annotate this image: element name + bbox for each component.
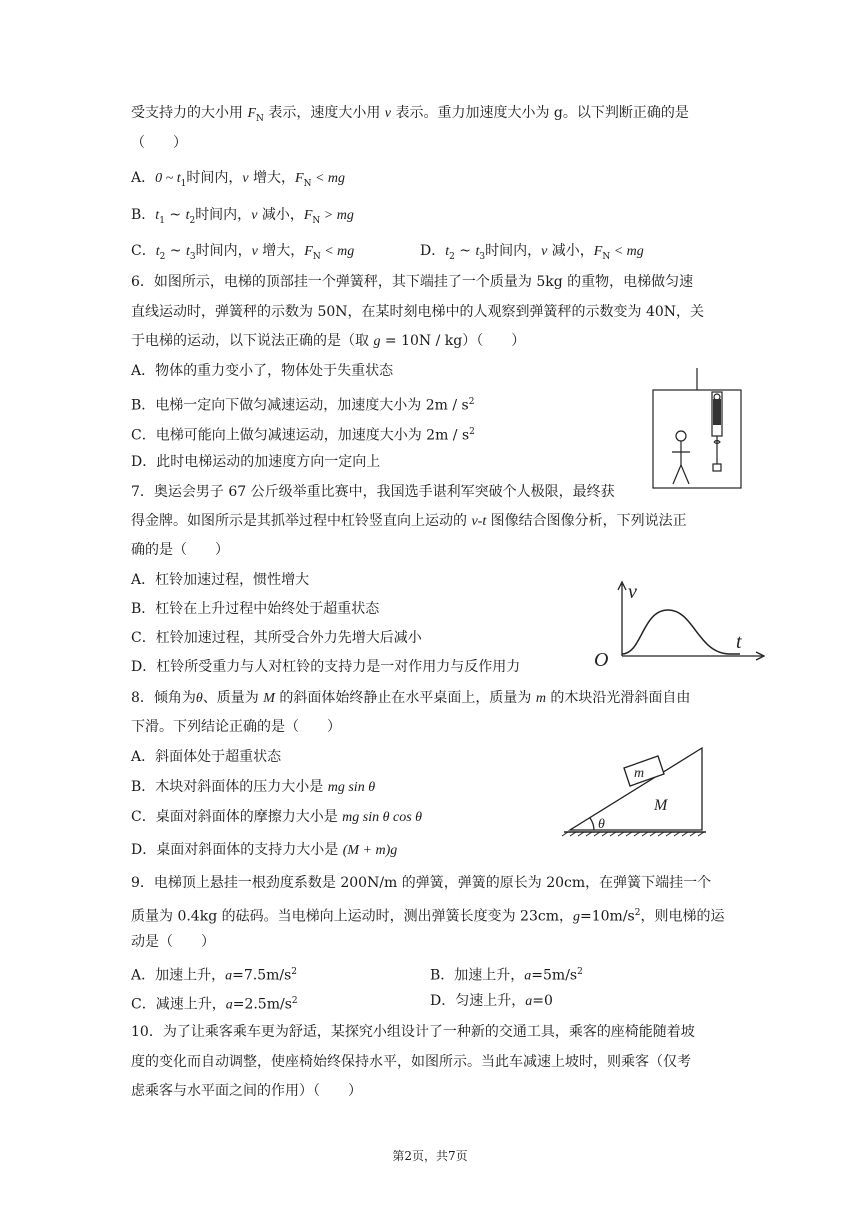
- graph-t-label: t: [736, 631, 742, 653]
- q8-stem-line2: 下滑。下列结论正确的是（ ）: [131, 719, 341, 735]
- q9-stem-line2: 质量为 0.4kg 的砝码。当电梯向上运动时，测出弹簧长度变为 23cm，$g=10m/s^2$，则电梯的运: [131, 908, 725, 925]
- incline-M-label: M: [654, 797, 668, 814]
- q10-stem-line2: 度的变化而自动调整，使座椅始终保持水平，如图所示。当此车减速上坡时，则乘客（仅考: [131, 1054, 691, 1070]
- theta-label: θ: [598, 817, 605, 832]
- q8-option-d[interactable]: D．桌面对斜面体的支持力大小是 (M + m)g: [131, 842, 398, 858]
- q10-stem-line3: 虑乘客与水平面之间的作用）（ ）: [131, 1083, 362, 1099]
- q7-option-a[interactable]: A．杠铃加速过程，惯性增大: [131, 572, 310, 588]
- q7-option-c[interactable]: C．杠铃加速过程，其所受合外力先增大后减小: [131, 630, 422, 646]
- hanging-weight: [713, 464, 721, 471]
- elevator-car: [653, 390, 741, 488]
- q6-option-d[interactable]: D．此时电梯运动的加速度方向一定向上: [131, 454, 381, 470]
- vt-graph: [590, 578, 770, 670]
- q7-option-d[interactable]: D．杠铃所受重力与人对杠铃的支持力是一对作用力与反作用力: [131, 659, 521, 675]
- q7-stem-line2: 得金牌。如图所示是其抓举过程中杠铃竖直向上运动的 v-t 图像结合图像分析，下列说法正: [131, 513, 687, 529]
- q5-option-b[interactable]: B．$t_1$ ~ $t_2$时间内，v 减小，$F_N$ > mg: [131, 207, 354, 226]
- incline-figure: [562, 748, 712, 836]
- q9-stem-line3: 动是（ ）: [131, 934, 215, 950]
- q6-stem-line1: 6．如图所示，电梯的顶部挂一个弹簧秤，其下端挂了一个质量为 5kg 的重物，电梯做匀速: [131, 274, 694, 290]
- incline-block: [570, 748, 702, 830]
- q6-stem-line2: 直线运动时，弹簧秤的示数为 50N，在某时刻电梯中的人观察到弹簧秤的示数变为 40N，关: [131, 304, 705, 320]
- q8-option-a[interactable]: A．斜面体处于超重状态: [131, 749, 282, 765]
- q9-stem-line1: 9．电梯顶上悬挂一根劲度系数是 200N/m 的弹簧，弹簧的原长为 20cm，在弹簧下端挂一个: [131, 875, 712, 891]
- q9-option-c[interactable]: C．减速上升，$a=2.5m/s^2$: [131, 996, 298, 1013]
- q6-option-c[interactable]: C．电梯可能向上做匀减速运动，加速度大小为 $2m / s^2$: [131, 427, 475, 444]
- person-head: [676, 431, 686, 441]
- q9-option-d[interactable]: D．匀速上升，a=0: [430, 993, 553, 1009]
- page-footer: 第2页，共7页: [392, 1149, 468, 1163]
- graph-origin-label: O: [594, 649, 609, 671]
- graph-v-label: v: [628, 581, 637, 603]
- q10-stem-line1: 10．为了让乘客乘车更为舒适，某探究小组设计了一种新的交通工具，乘客的座椅能随着坡: [131, 1024, 695, 1040]
- q6-option-a[interactable]: A．物体的重力变小了，物体处于失重状态: [131, 363, 394, 379]
- q8-option-c[interactable]: C．桌面对斜面体的摩擦力大小是 mg sin θ cos θ: [131, 809, 423, 825]
- q5-answer-paren: （ ）: [131, 135, 187, 151]
- q7-stem-line3: 确的是（ ）: [131, 542, 229, 558]
- q5-option-a[interactable]: A．0 ~ $t_1$时间内，v 增大，$F_N$ < mg: [131, 170, 345, 189]
- elevator-figure: [650, 368, 745, 490]
- block-m-label: m: [634, 766, 645, 781]
- q5-option-d[interactable]: D．$t_2$ ~ $t_3$时间内，v 减小，$F_N$ < mg: [420, 243, 644, 262]
- q6-option-b[interactable]: B．电梯一定向下做匀减速运动，加速度大小为 $2m / s^2$: [131, 397, 475, 414]
- q5-stem-line1: 受支持力的大小用 $F_N$ 表示，速度大小用 v 表示。重力加速度大小为 g。以下判断正确的是: [131, 105, 689, 124]
- q7-option-b[interactable]: B．杠铃在上升过程中始终处于超重状态: [131, 601, 380, 617]
- q9-option-a[interactable]: A．加速上升，$a=7.5m/s^2$: [131, 967, 298, 984]
- q8-stem-line1: 8．倾角为θ、质量为 M 的斜面体始终静止在水平桌面上，质量为 m 的木块沿光滑斜面自由: [131, 690, 691, 706]
- vt-curve: [622, 610, 740, 654]
- q7-stem-line1: 7．奥运会男子 67 公斤级举重比赛中，我国选手谌利军突破个人极限，最终获: [131, 484, 615, 500]
- q8-option-b[interactable]: B．木块对斜面体的压力大小是 mg sin θ: [131, 779, 376, 795]
- q5-option-c[interactable]: C．$t_2$ ~ $t_3$时间内，v 增大，$F_N$ < mg: [131, 243, 355, 262]
- q9-option-b[interactable]: B．加速上升，$a=5m/s^2$: [430, 967, 583, 984]
- q6-stem-line3: 于电梯的运动，以下说法正确的是（取 g = 10N / kg）（ ）: [131, 333, 526, 349]
